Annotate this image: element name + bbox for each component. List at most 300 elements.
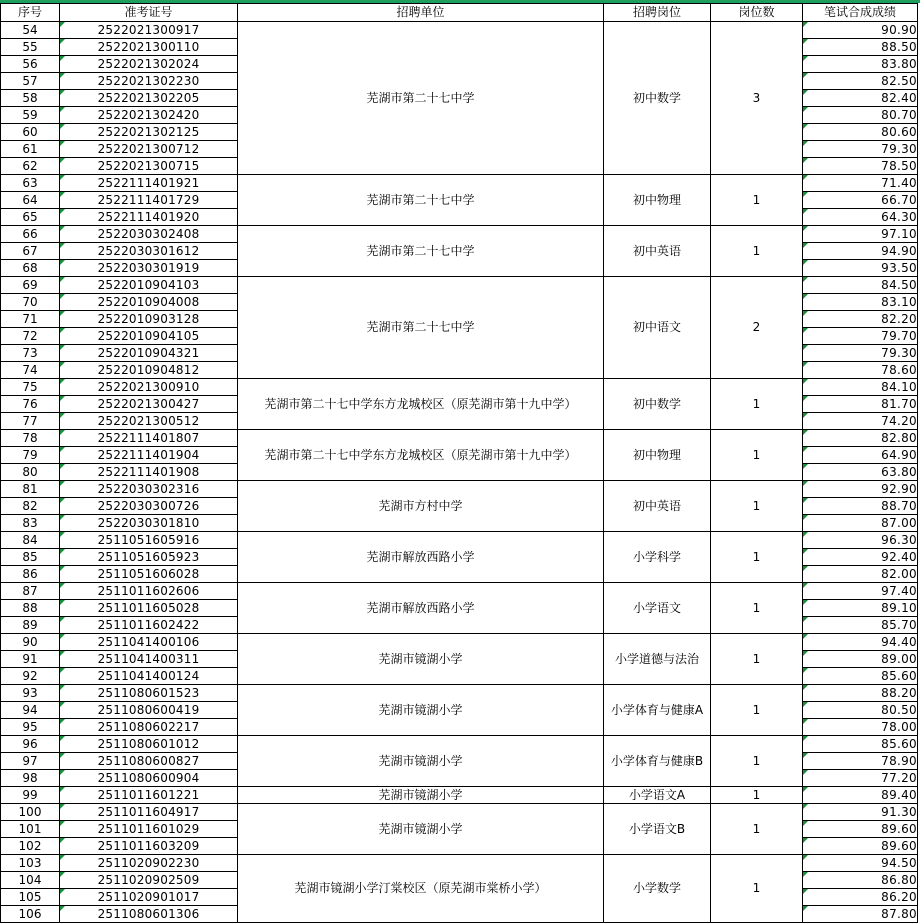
cell-recruiting-post[interactable]: 初中语文: [604, 277, 711, 379]
text-number-flag-icon: [803, 668, 808, 673]
cell-post-count[interactable]: 1: [711, 804, 803, 855]
cell-post-count[interactable]: 3: [711, 22, 803, 175]
text-number-flag-icon: [60, 753, 65, 758]
score-value: 88.70: [881, 498, 917, 513]
cell-seq[interactable]: 99: [1, 787, 60, 804]
cell-ticket[interactable]: [60, 600, 238, 617]
cell-ticket[interactable]: [60, 345, 238, 362]
cell-score[interactable]: [803, 583, 918, 600]
header-count[interactable]: 岗位数: [711, 4, 803, 22]
cell-ticket[interactable]: [60, 311, 238, 328]
cell-recruiting-post[interactable]: 小学体育与健康A: [604, 685, 711, 736]
cell-seq[interactable]: 103: [1, 855, 60, 872]
cell-recruiting-unit[interactable]: 芜湖市第二十七中学: [238, 226, 604, 277]
cell-recruiting-post[interactable]: 初中英语: [604, 226, 711, 277]
cell-recruiting-unit[interactable]: 芜湖市镜湖小学: [238, 736, 604, 787]
cell-ticket[interactable]: [60, 855, 238, 872]
cell-seq[interactable]: 92: [1, 668, 60, 685]
cell-post-count[interactable]: 1: [711, 532, 803, 583]
score-value: 79.30: [881, 345, 917, 360]
cell-ticket[interactable]: [60, 294, 238, 311]
cell-recruiting-post[interactable]: 小学语文A: [604, 787, 711, 804]
cell-seq[interactable]: 93: [1, 685, 60, 702]
table-row: [1, 855, 918, 872]
cell-seq[interactable]: 80: [1, 464, 60, 481]
score-value: 82.00: [881, 566, 917, 581]
cell-recruiting-post[interactable]: 小学科学: [604, 532, 711, 583]
cell-recruiting-unit[interactable]: 芜湖市镜湖小学: [238, 804, 604, 855]
cell-seq[interactable]: 91: [1, 651, 60, 668]
cell-score[interactable]: [803, 311, 918, 328]
cell-score[interactable]: [803, 719, 918, 736]
text-number-flag-icon: [803, 872, 808, 877]
cell-recruiting-unit[interactable]: 芜湖市第二十七中学: [238, 277, 604, 379]
cell-ticket[interactable]: [60, 906, 238, 923]
cell-post-count[interactable]: 1: [711, 583, 803, 634]
cell-ticket[interactable]: [60, 209, 238, 226]
cell-seq[interactable]: 65: [1, 209, 60, 226]
cell-score[interactable]: [803, 838, 918, 855]
cell-post-count[interactable]: 1: [711, 855, 803, 923]
cell-recruiting-unit[interactable]: 芜湖市第二十七中学东方龙城校区（原芜湖市第十九中学）: [238, 430, 604, 481]
cell-ticket[interactable]: [60, 22, 238, 39]
cell-recruiting-post[interactable]: 小学道德与法治: [604, 634, 711, 685]
cell-ticket[interactable]: [60, 56, 238, 73]
header-score[interactable]: 笔试合成成绩: [803, 4, 918, 22]
cell-ticket[interactable]: [60, 124, 238, 141]
cell-ticket[interactable]: [60, 464, 238, 481]
text-number-flag-icon: [60, 379, 65, 384]
table-row: [1, 430, 918, 447]
cell-recruiting-post[interactable]: 初中数学: [604, 22, 711, 175]
cell-score[interactable]: [803, 362, 918, 379]
cell-score[interactable]: [803, 209, 918, 226]
cell-score[interactable]: [803, 277, 918, 294]
cell-ticket[interactable]: [60, 141, 238, 158]
cell-post-count[interactable]: 1: [711, 685, 803, 736]
cell-score[interactable]: [803, 668, 918, 685]
score-value: 88.20: [881, 685, 917, 700]
cell-ticket[interactable]: [60, 379, 238, 396]
cell-ticket[interactable]: [60, 175, 238, 192]
cell-ticket[interactable]: [60, 685, 238, 702]
cell-seq[interactable]: 66: [1, 226, 60, 243]
text-number-flag-icon: [803, 719, 808, 724]
cell-score[interactable]: [803, 430, 918, 447]
cell-score[interactable]: [803, 685, 918, 702]
text-number-flag-icon: [60, 243, 65, 248]
cell-post-count[interactable]: 1: [711, 379, 803, 430]
cell-seq[interactable]: 69: [1, 277, 60, 294]
text-number-flag-icon: [60, 396, 65, 401]
cell-ticket[interactable]: [60, 498, 238, 515]
cell-score[interactable]: [803, 753, 918, 770]
text-number-flag-icon: [803, 634, 808, 639]
text-number-flag-icon: [60, 685, 65, 690]
cell-recruiting-post[interactable]: 初中物理: [604, 430, 711, 481]
cell-ticket[interactable]: [60, 736, 238, 753]
cell-ticket[interactable]: [60, 481, 238, 498]
cell-score[interactable]: [803, 515, 918, 532]
cell-score[interactable]: [803, 226, 918, 243]
cell-seq[interactable]: 60: [1, 124, 60, 141]
cell-seq[interactable]: 64: [1, 192, 60, 209]
cell-score[interactable]: [803, 73, 918, 90]
cell-post-count[interactable]: 1: [711, 634, 803, 685]
cell-recruiting-post[interactable]: 小学语文: [604, 583, 711, 634]
ticket-number: 2522030302316: [97, 481, 200, 496]
ticket-number: 2511080600904: [97, 770, 200, 785]
cell-seq[interactable]: 104: [1, 872, 60, 889]
cell-score[interactable]: [803, 702, 918, 719]
cell-seq[interactable]: 76: [1, 396, 60, 413]
cell-seq[interactable]: 55: [1, 39, 60, 56]
table-row: [1, 532, 918, 549]
text-number-flag-icon: [803, 39, 808, 44]
text-number-flag-icon: [803, 209, 808, 214]
text-number-flag-icon: [803, 787, 808, 792]
cell-ticket[interactable]: [60, 668, 238, 685]
cell-seq[interactable]: 87: [1, 583, 60, 600]
score-value: 94.50: [881, 855, 917, 870]
cell-score[interactable]: [803, 447, 918, 464]
score-value: 89.60: [881, 821, 917, 836]
text-number-flag-icon: [60, 515, 65, 520]
ticket-number: 2522021300512: [97, 413, 200, 428]
cell-seq[interactable]: 97: [1, 753, 60, 770]
cell-ticket[interactable]: [60, 549, 238, 566]
cell-recruiting-unit[interactable]: 芜湖市镜湖小学: [238, 685, 604, 736]
text-number-flag-icon: [60, 107, 65, 112]
text-number-flag-icon: [803, 685, 808, 690]
score-value: 79.70: [881, 328, 917, 343]
cell-score[interactable]: [803, 906, 918, 923]
cell-recruiting-unit[interactable]: 芜湖市第二十七中学: [238, 175, 604, 226]
score-value: 85.60: [881, 668, 917, 683]
cell-seq[interactable]: 89: [1, 617, 60, 634]
cell-ticket[interactable]: [60, 430, 238, 447]
text-number-flag-icon: [803, 736, 808, 741]
cell-post-count[interactable]: 1: [711, 430, 803, 481]
cell-seq[interactable]: 77: [1, 413, 60, 430]
header-seq[interactable]: 序号: [1, 4, 60, 22]
cell-seq[interactable]: 74: [1, 362, 60, 379]
ticket-number: 2511041400124: [97, 668, 200, 683]
cell-score[interactable]: [803, 294, 918, 311]
cell-score[interactable]: [803, 855, 918, 872]
cell-score[interactable]: [803, 770, 918, 787]
cell-score[interactable]: [803, 413, 918, 430]
ticket-number: 2511020902509: [97, 872, 200, 887]
cell-recruiting-unit[interactable]: 芜湖市第二十七中学: [238, 22, 604, 175]
cell-score[interactable]: [803, 396, 918, 413]
cell-post-count[interactable]: 1: [711, 226, 803, 277]
cell-recruiting-unit[interactable]: 芜湖市方村中学: [238, 481, 604, 532]
cell-seq[interactable]: 58: [1, 90, 60, 107]
cell-seq[interactable]: 72: [1, 328, 60, 345]
cell-ticket[interactable]: [60, 447, 238, 464]
text-number-flag-icon: [803, 430, 808, 435]
cell-recruiting-unit[interactable]: 芜湖市解放西路小学: [238, 532, 604, 583]
text-number-flag-icon: [60, 651, 65, 656]
cell-score[interactable]: [803, 600, 918, 617]
cell-ticket[interactable]: [60, 107, 238, 124]
text-number-flag-icon: [803, 22, 808, 27]
cell-score[interactable]: [803, 124, 918, 141]
cell-score[interactable]: [803, 90, 918, 107]
cell-ticket[interactable]: [60, 532, 238, 549]
score-value: 97.10: [881, 226, 917, 241]
cell-recruiting-post[interactable]: 初中数学: [604, 379, 711, 430]
cell-score[interactable]: [803, 175, 918, 192]
ticket-number: 2511051605923: [97, 549, 200, 564]
cell-score[interactable]: [803, 141, 918, 158]
cell-ticket[interactable]: [60, 277, 238, 294]
cell-ticket[interactable]: [60, 753, 238, 770]
cell-recruiting-unit[interactable]: 芜湖市解放西路小学: [238, 583, 604, 634]
table-row: [1, 583, 918, 600]
cell-seq[interactable]: 86: [1, 566, 60, 583]
cell-seq[interactable]: 71: [1, 311, 60, 328]
text-number-flag-icon: [803, 345, 808, 350]
ticket-number: 2511080601012: [97, 736, 200, 751]
text-number-flag-icon: [60, 668, 65, 673]
ticket-number: 2522021302125: [97, 124, 200, 139]
text-number-flag-icon: [803, 821, 808, 826]
text-number-flag-icon: [60, 889, 65, 894]
cell-seq[interactable]: 62: [1, 158, 60, 175]
cell-score[interactable]: [803, 787, 918, 804]
cell-ticket[interactable]: [60, 566, 238, 583]
text-number-flag-icon: [803, 804, 808, 809]
cell-seq[interactable]: 61: [1, 141, 60, 158]
cell-ticket[interactable]: [60, 260, 238, 277]
cell-score[interactable]: [803, 549, 918, 566]
cell-score[interactable]: [803, 379, 918, 396]
text-number-flag-icon: [803, 362, 808, 367]
ticket-number: 2511011601221: [97, 787, 200, 802]
cell-score[interactable]: [803, 464, 918, 481]
table-row: [1, 685, 918, 702]
cell-seq[interactable]: 70: [1, 294, 60, 311]
cell-ticket[interactable]: [60, 804, 238, 821]
cell-ticket[interactable]: [60, 872, 238, 889]
cell-seq[interactable]: 100: [1, 804, 60, 821]
header-unit[interactable]: 招聘单位: [238, 4, 604, 22]
cell-ticket[interactable]: [60, 702, 238, 719]
cell-seq[interactable]: 57: [1, 73, 60, 90]
ticket-number: 2511080601523: [97, 685, 200, 700]
text-number-flag-icon: [60, 821, 65, 826]
text-number-flag-icon: [60, 430, 65, 435]
cell-recruiting-post[interactable]: 初中物理: [604, 175, 711, 226]
cell-post-count[interactable]: 1: [711, 736, 803, 787]
ticket-number: 2511011604917: [97, 804, 200, 819]
cell-recruiting-post[interactable]: 小学语文B: [604, 804, 711, 855]
cell-seq[interactable]: 63: [1, 175, 60, 192]
cell-recruiting-post[interactable]: 小学体育与健康B: [604, 736, 711, 787]
cell-post-count[interactable]: 1: [711, 787, 803, 804]
cell-seq[interactable]: 94: [1, 702, 60, 719]
table-body: [1, 22, 918, 923]
ticket-number: 2511011602606: [97, 583, 200, 598]
ticket-number: 2522111401729: [97, 192, 200, 207]
cell-score[interactable]: [803, 158, 918, 175]
ticket-number: 2511051606028: [97, 566, 200, 581]
cell-seq[interactable]: 102: [1, 838, 60, 855]
text-number-flag-icon: [803, 413, 808, 418]
text-number-flag-icon: [803, 617, 808, 622]
text-number-flag-icon: [803, 906, 808, 911]
cell-seq[interactable]: 59: [1, 107, 60, 124]
cell-ticket[interactable]: [60, 158, 238, 175]
cell-seq[interactable]: 85: [1, 549, 60, 566]
text-number-flag-icon: [60, 804, 65, 809]
text-number-flag-icon: [803, 600, 808, 605]
text-number-flag-icon: [60, 124, 65, 129]
score-value: 83.10: [881, 294, 917, 309]
text-number-flag-icon: [803, 73, 808, 78]
cell-score[interactable]: [803, 260, 918, 277]
score-value: 64.90: [881, 447, 917, 462]
score-table: [0, 3, 918, 923]
cell-seq[interactable]: 83: [1, 515, 60, 532]
cell-score[interactable]: [803, 566, 918, 583]
cell-ticket[interactable]: [60, 617, 238, 634]
cell-seq[interactable]: 101: [1, 821, 60, 838]
cell-seq[interactable]: 78: [1, 430, 60, 447]
cell-score[interactable]: [803, 651, 918, 668]
cell-score[interactable]: [803, 481, 918, 498]
cell-score[interactable]: [803, 821, 918, 838]
score-value: 96.30: [881, 532, 917, 547]
cell-ticket[interactable]: [60, 328, 238, 345]
cell-score[interactable]: [803, 634, 918, 651]
cell-seq[interactable]: 75: [1, 379, 60, 396]
ticket-number: 2511051605916: [97, 532, 200, 547]
cell-ticket[interactable]: [60, 515, 238, 532]
cell-ticket[interactable]: [60, 90, 238, 107]
cell-ticket[interactable]: [60, 413, 238, 430]
cell-ticket[interactable]: [60, 889, 238, 906]
cell-ticket[interactable]: [60, 39, 238, 56]
cell-score[interactable]: [803, 345, 918, 362]
ticket-number: 2511011605028: [97, 600, 200, 615]
text-number-flag-icon: [803, 498, 808, 503]
cell-ticket[interactable]: [60, 362, 238, 379]
cell-ticket[interactable]: [60, 719, 238, 736]
cell-score[interactable]: [803, 243, 918, 260]
cell-score[interactable]: [803, 889, 918, 906]
cell-recruiting-unit[interactable]: 芜湖市第二十七中学东方龙城校区（原芜湖市第十九中学）: [238, 379, 604, 430]
cell-score[interactable]: [803, 192, 918, 209]
cell-score[interactable]: [803, 39, 918, 56]
cell-seq[interactable]: 95: [1, 719, 60, 736]
ticket-number: 2522111401921: [97, 175, 200, 190]
text-number-flag-icon: [803, 124, 808, 129]
cell-ticket[interactable]: [60, 651, 238, 668]
cell-score[interactable]: [803, 872, 918, 889]
ticket-number: 2511020901017: [97, 889, 200, 904]
text-number-flag-icon: [60, 277, 65, 282]
cell-ticket[interactable]: [60, 396, 238, 413]
text-number-flag-icon: [803, 702, 808, 707]
cell-seq[interactable]: 56: [1, 56, 60, 73]
score-value: 71.40: [881, 175, 917, 190]
table-row: [1, 736, 918, 753]
cell-seq[interactable]: 81: [1, 481, 60, 498]
cell-score[interactable]: [803, 328, 918, 345]
cell-seq[interactable]: 90: [1, 634, 60, 651]
cell-score[interactable]: [803, 56, 918, 73]
cell-score[interactable]: [803, 804, 918, 821]
cell-post-count[interactable]: 1: [711, 175, 803, 226]
header-post[interactable]: 招聘岗位: [604, 4, 711, 22]
text-number-flag-icon: [803, 294, 808, 299]
cell-seq[interactable]: 105: [1, 889, 60, 906]
cell-ticket[interactable]: [60, 770, 238, 787]
cell-post-count[interactable]: 1: [711, 481, 803, 532]
cell-score[interactable]: [803, 22, 918, 39]
cell-seq[interactable]: 88: [1, 600, 60, 617]
cell-ticket[interactable]: [60, 787, 238, 804]
score-value: 84.10: [881, 379, 917, 394]
cell-ticket[interactable]: [60, 226, 238, 243]
cell-ticket[interactable]: [60, 583, 238, 600]
cell-seq[interactable]: 68: [1, 260, 60, 277]
cell-ticket[interactable]: [60, 821, 238, 838]
cell-seq[interactable]: 98: [1, 770, 60, 787]
cell-seq[interactable]: 79: [1, 447, 60, 464]
cell-recruiting-unit[interactable]: 芜湖市镜湖小学: [238, 634, 604, 685]
header-ticket[interactable]: 准考证号: [60, 4, 238, 22]
cell-seq[interactable]: 54: [1, 22, 60, 39]
cell-score[interactable]: [803, 736, 918, 753]
text-number-flag-icon: [60, 226, 65, 231]
cell-seq[interactable]: 84: [1, 532, 60, 549]
text-number-flag-icon: [803, 549, 808, 554]
cell-ticket[interactable]: [60, 192, 238, 209]
cell-score[interactable]: [803, 107, 918, 124]
text-number-flag-icon: [60, 770, 65, 775]
cell-score[interactable]: [803, 532, 918, 549]
cell-recruiting-unit[interactable]: 芜湖市镜湖小学汀棠校区（原芜湖市棠桥小学）: [238, 855, 604, 923]
cell-seq[interactable]: 67: [1, 243, 60, 260]
ticket-number: 2522021300712: [97, 141, 200, 156]
cell-ticket[interactable]: [60, 838, 238, 855]
cell-recruiting-post[interactable]: 初中英语: [604, 481, 711, 532]
cell-score[interactable]: [803, 617, 918, 634]
cell-seq[interactable]: 106: [1, 906, 60, 923]
cell-ticket[interactable]: [60, 243, 238, 260]
cell-score[interactable]: [803, 498, 918, 515]
cell-recruiting-unit[interactable]: 芜湖市镜湖小学: [238, 787, 604, 804]
score-value: 89.00: [881, 651, 917, 666]
cell-recruiting-post[interactable]: 小学数学: [604, 855, 711, 923]
text-number-flag-icon: [60, 328, 65, 333]
ticket-number: 2522021302420: [97, 107, 200, 122]
text-number-flag-icon: [60, 583, 65, 588]
text-number-flag-icon: [803, 107, 808, 112]
cell-post-count[interactable]: 2: [711, 277, 803, 379]
text-number-flag-icon: [803, 838, 808, 843]
cell-ticket[interactable]: [60, 634, 238, 651]
cell-seq[interactable]: 96: [1, 736, 60, 753]
cell-seq[interactable]: 82: [1, 498, 60, 515]
cell-ticket[interactable]: [60, 73, 238, 90]
cell-seq[interactable]: 73: [1, 345, 60, 362]
ticket-number: 2511020902230: [97, 855, 200, 870]
